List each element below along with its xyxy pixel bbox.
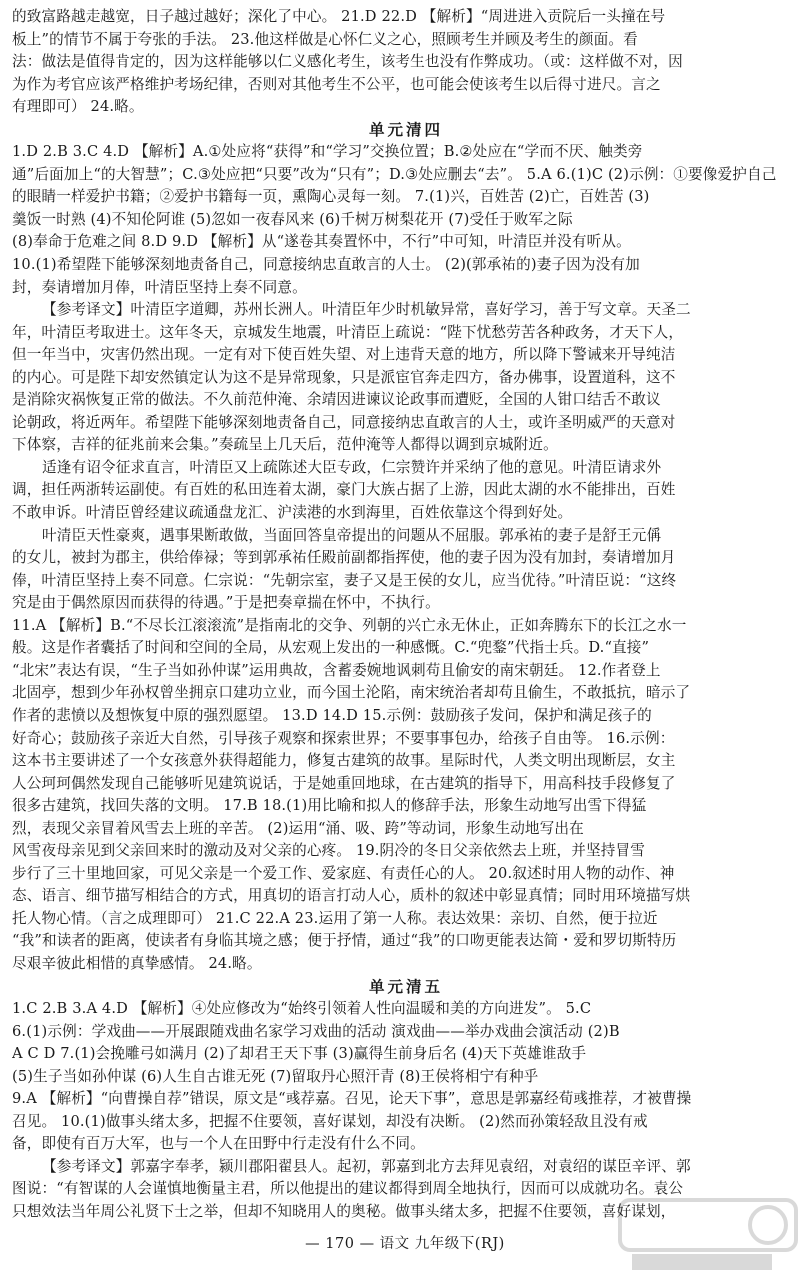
text-line: 下体察，吉祥的征兆前来会集。”奏疏呈上几天后，范仲淹等人都得以调到京城附近。 (12, 436, 558, 454)
text-line: 尽艰辛彼此相惜的真挚感情。 24.略。 (12, 954, 262, 972)
text-line: 为作为考官应该严格维护考场纪律，否则对其他考生不公平，也可能会使该考生以后得寸进尺。言之 (12, 75, 661, 93)
text-line: 风雪夜母亲见到父亲回来时的激动及对父亲的心疼。 19.阴冷的冬日父亲依然去上班，并坚持冒雪 (12, 842, 645, 860)
text-line: 适逢有诏令征求直言，叶清臣又上疏陈述大臣专政，仁宗赞许并采纳了他的意见。叶清臣请求外 (42, 458, 662, 476)
text-line: 般。这是作者囊括了时间和空间的全局，从宏观上发出的一种感慨。C.“兜鍪”代指士兵。D.“直接” (12, 639, 650, 657)
text-line: 的内心。可是陛下却安然镇定认为这不是异常现象，只是派宦官奔走四方，备办佛事，设置道科，这不 (12, 368, 676, 386)
text-line: 作者的悲愤以及想恢复中原的强烈愿望。 13.D 14.D 15.示例：鼓励孩子发问，保护和满足孩子的 (12, 706, 652, 724)
text-line: 【参考译文】叶清臣字道卿，苏州长洲人。叶清臣年少时机敏异常，喜好学习，善于写文章。天圣二 (42, 301, 691, 319)
text-line: 究是由于偶然原因而获得的待遇。”于是把奏章揣在怀中，不执行。 (12, 594, 440, 612)
text-line: 【参考译文】郭嘉字奉孝，颍川郡阳翟县人。起初，郭嘉到北方去拜见袁绍，对袁绍的谋臣辛评、郭 (42, 1157, 691, 1175)
text-line: 很多古建筑，找回失落的文明。 17.B 18.(1)用比喻和拟人的修辞手法，形象生动地写出雪下得猛 (12, 797, 647, 815)
text-line: 的女儿，被封为郡主，供给俸禄；等到郭承祐任殿前副都指挥使，他的妻子因为没有加封，奏请增加月 (12, 549, 676, 567)
text-line: 备，即使有百万大军，也与一个人在田野中行走没有什么不同。 (12, 1135, 425, 1153)
text-line: 是消除灾祸恢复正常的做法。不久前范仲淹、余靖因进谏议论政事而遭贬，全国的人钳口结舌不敢议 (12, 391, 661, 409)
watermark-logo (618, 1196, 798, 1274)
text-line: 但一年当中，灾害仍然出现。一定有对下使百姓失望、对上违背天意的地方，所以降下警诫来开导纯洁 (12, 346, 676, 364)
text-line: 9.A 【解析】“向曹操自荐”错误，原文是“彧荐嘉。召见，论天下事”，意思是郭嘉经荀彧推荐，才被曹操 (12, 1090, 692, 1108)
text-line: (8)奉命于危难之间 8.D 9.D 【解析】从“遂卷其奏置怀中，不行”中可知，叶清臣并没有听从。 (12, 233, 631, 251)
text-line: “我”和读者的距离，使读者有身临其境之感；便于抒情，通过“我”的口吻更能表达简・爱和罗切斯特历 (12, 932, 677, 950)
text-line: 召见。 10.(1)做事头绪太多，把握不住要领，喜好谋划，却没有决断。 (2)然而孙策轻敌且没有戒 (12, 1112, 648, 1130)
text-line: 北固亭，想到少年孙权曾坐拥京口建功立业，而今国土沦陷，南宋统治者却苟且偷生，不敢抵抗，暗示了 (12, 684, 691, 702)
text-line: 不敢申诉。叶清臣曾经建议疏通盘龙汇、沪渎港的水到海里，百姓依靠这个得到好处。 (12, 504, 573, 522)
text-line: 有理即可） 24.略。 (12, 98, 144, 116)
text-line: 的眼睛一样爱护书籍；②爱护书籍每一页，熏陶心灵每一刻。 7.(1)兴，百姓苦 (2)亡，百姓苦 (3) (12, 188, 650, 206)
text-line: 羹饭一时熟 (4)不知伦阿谁 (5)忽如一夜春风来 (6)千树万树梨花开 (7)受任于败军之际 (12, 210, 573, 228)
text-line: 封，奏请增加月俸，叶清臣坚持上奏不同意。 (12, 278, 307, 296)
text-line: 年，叶清臣考取进士。这年冬天，京城发生地震，叶清臣上疏说：“陛下忧愁劳苦各种政务，才天下人， (12, 323, 684, 341)
text-line: 只想效法当年周公礼贤下士之举，但却不知晓用人的奥秘。做事头绪太多，把握不住要领，喜好谋划， (12, 1202, 676, 1220)
text-line: 11.A 【解析】B.“不尽长江滚滚流”是指南北的交争、列朝的兴亡永无休止，正如奔腾东下的长江之水一 (12, 616, 687, 634)
text-line: 烈，表现父亲冒着风雪去上班的辛苦。 (2)运用“涌、吸、跨”等动词，形象生动地写出在 (12, 819, 584, 837)
text-line: 俸，叶清臣坚持上奏不同意。仁宗说：“先朝宗室，妻子又是王侯的女儿，应当优待。”叶清臣说：“这终 (12, 571, 677, 589)
page-footer: — 170 — 语文 九年级下(RJ) (305, 1236, 505, 1252)
section-heading: 单元清五 (368, 976, 443, 996)
section-heading: 单元清四 (368, 119, 443, 139)
text-line: 论朝政，将近两年。希望陛下能够深刻地责备自己，同意接纳忠直敢言的人士，或许圣明威严的天意对 (12, 413, 676, 431)
text-line: A C D 7.(1)会挽雕弓如满月 (2)了却君王天下事 (3)赢得生前身后名 (4)天下英雄谁敌手 (12, 1045, 587, 1063)
text-line: 6.(1)示例：学戏曲——开展跟随戏曲名家学习戏曲的活动 演戏曲——举办戏曲会演活动 (2)B (12, 1022, 620, 1040)
text-line: 人公珂珂偶然发现自己能够听见建筑说话，于是她重回地球，在古建筑的指导下，用高科技手段修复了 (12, 774, 676, 792)
text-line: 好奇心；鼓励孩子亲近大自然，引导孩子观察和探索世界；不要事事包办，给孩子自由等。 16.示例： (12, 729, 675, 747)
text-body (12, 6, 800, 1224)
text-line: 叶清臣天性豪爽，遇事果断敢做，当面回答皇帝提出的问题从不屈服。郭承祐的妻子是舒王元偁 (42, 526, 662, 544)
text-line: 步行了三十里地回家，可见父亲是一个爱工作、爱家庭、有责任心的人。 20.叙述时用人物的动作、神 (12, 864, 675, 882)
text-line: 法：做法是值得肯定的，因为这样能够以仁义感化考生，该考生也没有作弊成功。（或：这样做不对，因 (12, 53, 683, 71)
text-line: 托人物心情。（言之成理即可） 21.C 22.A 23.运用了第一人称。表达效果：亲切、自然，便于拉近 (12, 909, 658, 927)
text-line: 板上”的情节不属于夸张的手法。 23.他这样做是心怀仁义之心，照顾考生并顾及考生的颜面。看 (12, 30, 638, 48)
text-line: 1.C 2.B 3.A 4.D 【解析】④处应修改为“始终引领着人性向温暖和美的方向进发”。 5.C (12, 1000, 592, 1018)
text-line: “北宋”表达有误，“生子当如孙仲谋”运用典故，含蓄委婉地讽刺苟且偷安的南宋朝廷。 12.作者登上 (12, 661, 661, 679)
text-line: 这本书主要讲述了一个女孩意外获得超能力，修复古建筑的故事。星际时代，人类文明出现断层，女主 (12, 752, 676, 770)
text-line: 10.(1)希望陛下能够深刻地责备自己，同意接纳忠直敢言的人士。 (2)(郭承祐的)妻子因为没有加 (12, 256, 640, 274)
text-line: 态、语言、细节描写相结合的方式，用真切的语言打动人心，质朴的叙述中彰显真情；同时用环境描写烘 (12, 887, 691, 905)
text-line: 调，担任两浙转运副使。有百姓的私田连着太湖，豪门大族占据了上游，因此太湖的水不能排出，百姓 (12, 481, 676, 499)
text-line: 通”后面加上“的大智慧”；C.③处应把“只要”改为“只有”；D.③处应删去“去”。 5.A 6.(1)C (2)示例：①要像爱护自己 (12, 165, 777, 183)
text-line: 图说：“有智谋的人会谨慎地衡量主君，所以他提出的建议都得到周全地执行，因而可以成就功名。袁公 (12, 1180, 684, 1198)
text-line: (5)生子当如孙仲谋 (6)人生自古谁无死 (7)留取丹心照汗青 (8)王侯将相宁有种乎 (12, 1067, 539, 1085)
text-line: 1.D 2.B 3.C 4.D 【解析】A.①处应将“获得”和“学习”交换位置；B.②处应在“学而不厌、触类旁 (12, 143, 643, 161)
text-line: 的致富路越走越宽，日子越过越好；深化了中心。 21.D 22.D 【解析】“周进进入贡院后一头撞在号 (12, 8, 666, 25)
